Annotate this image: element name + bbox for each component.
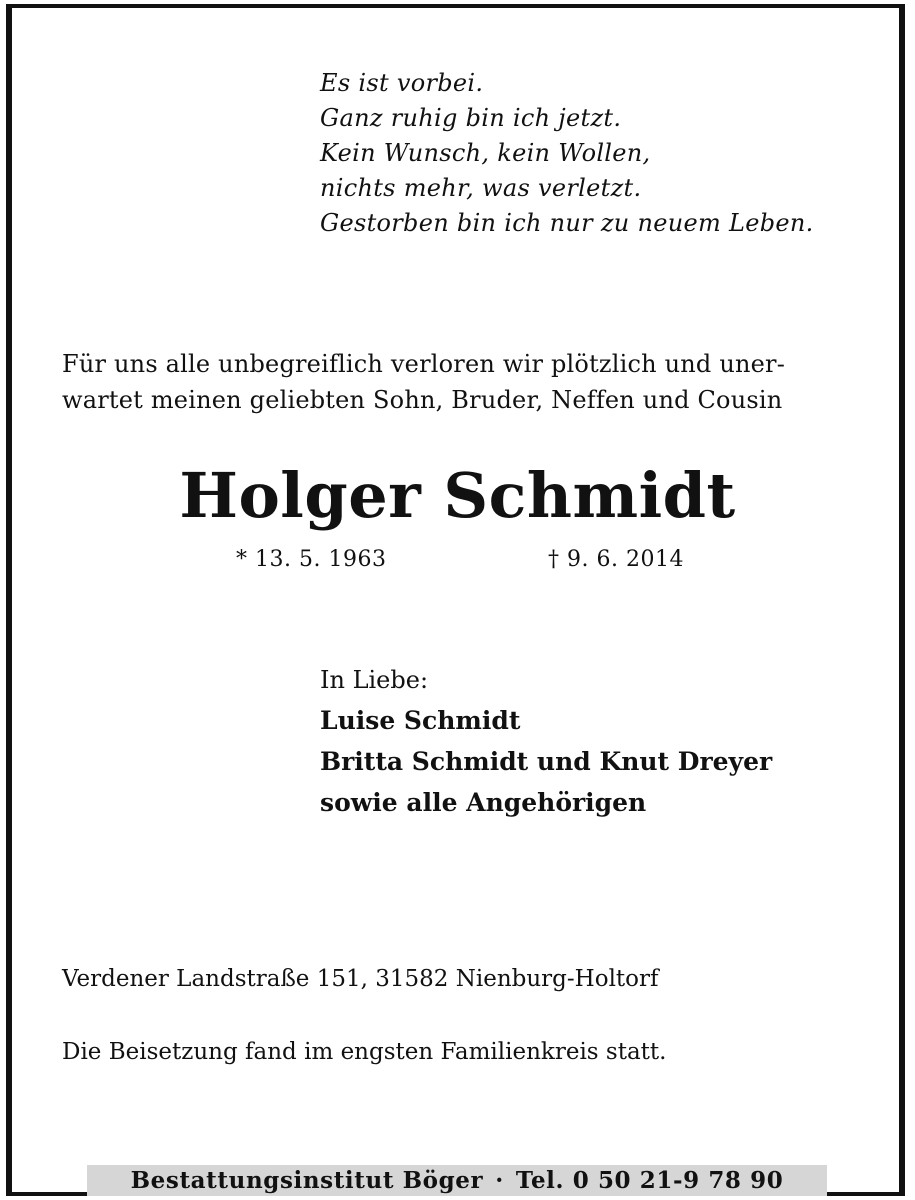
intro-line: Für uns alle unbegreiflich verloren wir plötzlich und uner- <box>62 350 786 378</box>
poem-line: nichts mehr, was verletzt. <box>320 174 642 202</box>
intro-line: wartet meinen geliebten Sohn, Bruder, Neffen und Cousin <box>62 386 783 414</box>
deceased-name: Holger Schmidt <box>179 459 736 532</box>
undertaker-name: Bestattungsinstitut Böger <box>130 1167 484 1194</box>
poem-line: Gestorben bin ich nur zu neuem Leben. <box>320 209 814 237</box>
poem-line: Es ist vorbei. <box>320 69 484 97</box>
mourner-name: Britta Schmidt und Knut Dreyer <box>320 747 773 776</box>
mourner-name: sowie alle Angehörigen <box>320 788 647 817</box>
intro-text <box>62 346 785 418</box>
separator: · <box>495 1167 504 1194</box>
death-date: † 9. 6. 2014 <box>548 547 684 572</box>
phone-number: Tel. 0 50 21-9 78 90 <box>515 1167 784 1194</box>
poem-line: Ganz ruhig bin ich jetzt. <box>320 104 622 132</box>
poem-line: Kein Wunsch, kein Wollen, <box>320 139 651 167</box>
funeral-notice: Die Beisetzung fand im engsten Familienkreis statt. <box>62 1039 667 1065</box>
mourners-label: In Liebe: <box>320 666 429 694</box>
address: Verdener Landstraße 151, 31582 Nienburg-Holtorf <box>62 966 659 992</box>
birth-date: * 13. 5. 1963 <box>236 547 387 572</box>
mourners-block <box>320 660 772 823</box>
mourner-name: Luise Schmidt <box>320 706 521 735</box>
footer-bar <box>87 1165 827 1196</box>
poem <box>320 66 814 241</box>
